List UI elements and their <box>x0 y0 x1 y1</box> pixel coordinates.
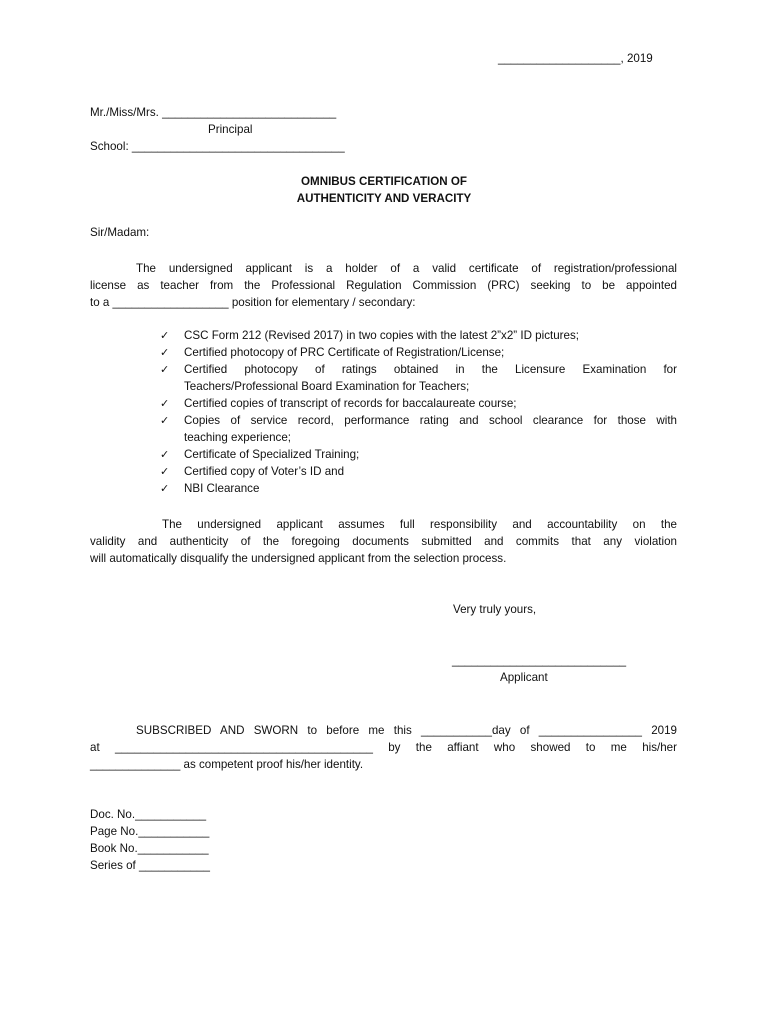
document-title-line-2: AUTHENTICITY AND VERACITY <box>296 192 472 205</box>
checklist-item: ✓ NBI Clearance <box>160 482 260 495</box>
addressee-name-line: Mr./Miss/Mrs. ___________________________ <box>90 106 337 119</box>
closing-phrase: Very truly yours, <box>453 603 537 616</box>
signature-line: ___________________________ <box>452 654 627 667</box>
checklist-item: ✓ Certified photocopy of PRC Certificate of Registration/License; <box>160 346 505 359</box>
doc-number-line: Doc. No.___________ <box>90 808 207 821</box>
jurat-line: at ________________________________________ by the affiant who showed to me his/her <box>90 741 677 754</box>
checklist-item: ✓ Copies of service record, performance rating and school clearance for those with teaching experience; <box>160 414 677 444</box>
addressee-title: Principal <box>208 123 253 136</box>
document-title-line-1: OMNIBUS CERTIFICATION OF <box>301 175 467 188</box>
checkmark-icon: ✓ <box>160 414 170 427</box>
jurat-line: SUBSCRIBED AND SWORN to before me this ___________day of ________________ 2019 <box>136 724 677 737</box>
checkmark-icon: ✓ <box>160 397 170 410</box>
signature-label: Applicant <box>500 671 548 684</box>
intro-line: license as teacher from the Professional Regulation Commission (PRC) seeking to be appointed <box>90 279 677 292</box>
responsibility-paragraph <box>90 516 677 567</box>
checkmark-icon: ✓ <box>160 329 170 342</box>
intro-paragraph <box>90 260 677 311</box>
responsibility-line: validity and authenticity of the foregoing documents submitted and commits that any violation <box>90 535 677 548</box>
checklist-item: ✓ Certified photocopy of ratings obtained in the Licensure Examination for Teachers/Professional Board Examination for Teachers; <box>160 363 677 393</box>
jurat-line: ______________ as competent proof his/her identity. <box>90 758 364 771</box>
checklist-item: ✓ CSC Form 212 (Revised 2017) in two copies with the latest 2”x2” ID pictures; <box>160 329 579 342</box>
date-line: ___________________, 2019 <box>498 52 653 65</box>
jurat-paragraph <box>90 722 677 773</box>
checkmark-icon: ✓ <box>160 448 170 461</box>
checkmark-icon: ✓ <box>160 482 170 495</box>
intro-line: to a __________________ position for elementary / secondary: <box>90 296 416 309</box>
series-line: Series of ___________ <box>90 859 210 872</box>
checkmark-icon: ✓ <box>160 346 170 359</box>
responsibility-line: The undersigned applicant assumes full responsibility and accountability on the <box>162 518 677 531</box>
checklist-item: ✓ Certified copies of transcript of records for baccalaureate course; <box>160 397 517 410</box>
intro-line: The undersigned applicant is a holder of a valid certificate of registration/professional <box>136 262 677 275</box>
checkmark-icon: ✓ <box>160 465 170 478</box>
responsibility-line: will automatically disqualify the undersigned applicant from the selection process. <box>90 552 507 565</box>
addressee-school-line: School: _________________________________ <box>90 140 345 153</box>
checklist-item: ✓ Certificate of Specialized Training; <box>160 448 360 461</box>
page-number-line: Page No.___________ <box>90 825 210 838</box>
requirements-checklist <box>160 327 677 497</box>
checklist-item: ✓ Certified copy of Voter’s ID and <box>160 465 345 478</box>
salutation: Sir/Madam: <box>90 226 150 239</box>
book-number-line: Book No.___________ <box>90 842 209 855</box>
checkmark-icon: ✓ <box>160 363 170 376</box>
